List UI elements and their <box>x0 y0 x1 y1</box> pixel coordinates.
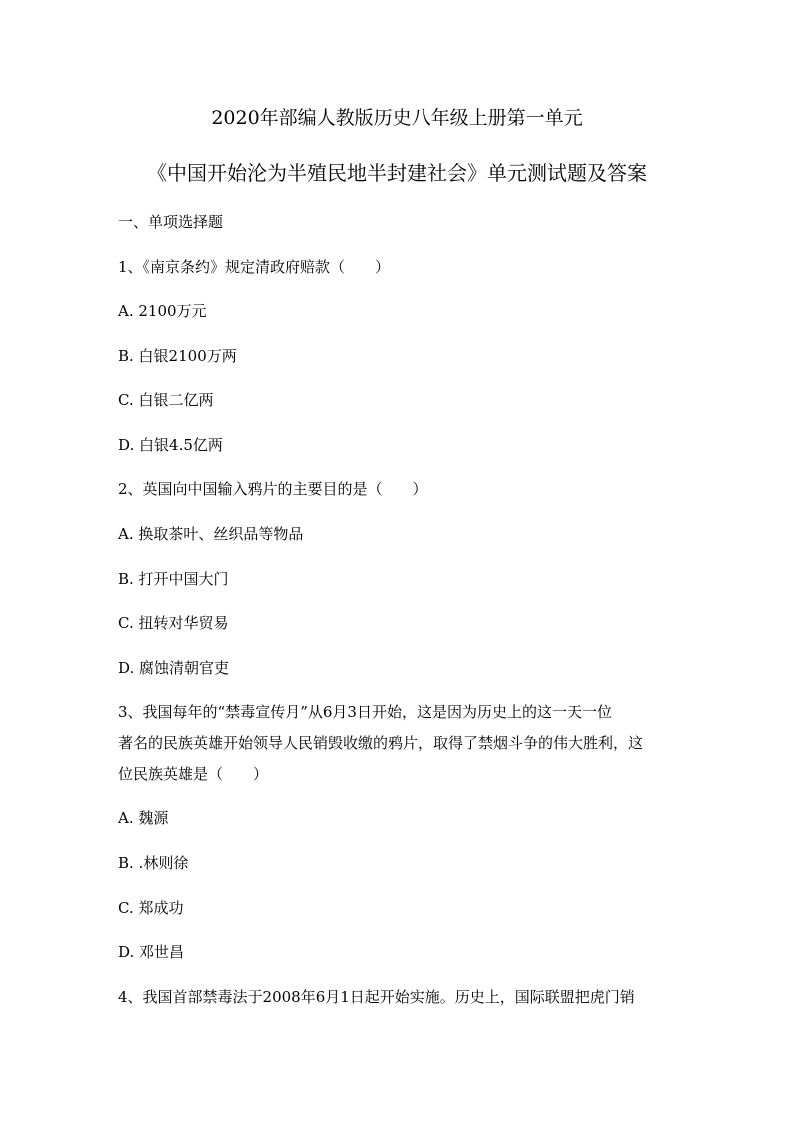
question-3-stem-line-3: 位民族英雄是（ ） <box>118 765 269 783</box>
document-subtitle: 《中国开始沦为半殖民地半封建社会》单元测试题及答案 <box>147 161 647 185</box>
question-3-option-d: D. 邓世昌 <box>118 943 185 961</box>
question-1-option-c: C. 白银二亿两 <box>118 391 214 409</box>
question-2-option-d: D. 腐蚀清朝官吏 <box>118 659 230 677</box>
question-3-stem-line-2: 著名的民族英雄开始领导人民销毁收缴的鸦片，取得了禁烟斗争的伟大胜利，这 <box>118 734 644 752</box>
section-heading: 一、单项选择题 <box>118 213 224 231</box>
question-3-option-b: B. .林则徐 <box>118 854 189 872</box>
question-1-stem: 1、《南京条约》规定清政府赔款（ ） <box>118 258 391 276</box>
question-3-stem-line-1: 3、我国每年的“禁毒宣传月”从6月3日开始，这是因为历史上的这一天一位 <box>118 703 612 721</box>
question-2-option-b: B. 打开中国大门 <box>118 570 229 588</box>
question-3-option-c: C. 郑成功 <box>118 899 184 917</box>
question-1-option-b: B. 白银2100万两 <box>118 347 237 365</box>
question-1-option-d: D. 白银4.5亿两 <box>118 436 223 454</box>
question-2-stem: 2、英国向中国输入鸦片的主要目的是（ ） <box>118 480 428 498</box>
document-title: 2020年部编人教版历史八年级上册第一单元 <box>211 107 583 129</box>
question-2-option-a: A. 换取茶叶、丝织品等物品 <box>118 525 304 543</box>
question-2-option-c: C. 扭转对华贸易 <box>118 614 229 632</box>
question-3-option-a: A. 魏源 <box>118 809 169 827</box>
question-4-stem: 4、我国首部禁毒法于2008年6月1日起开始实施。历史上，国际联盟把虎门销 <box>118 988 635 1006</box>
question-1-option-a: A. 2100万元 <box>118 302 207 320</box>
question-3-stem <box>118 702 680 795</box>
